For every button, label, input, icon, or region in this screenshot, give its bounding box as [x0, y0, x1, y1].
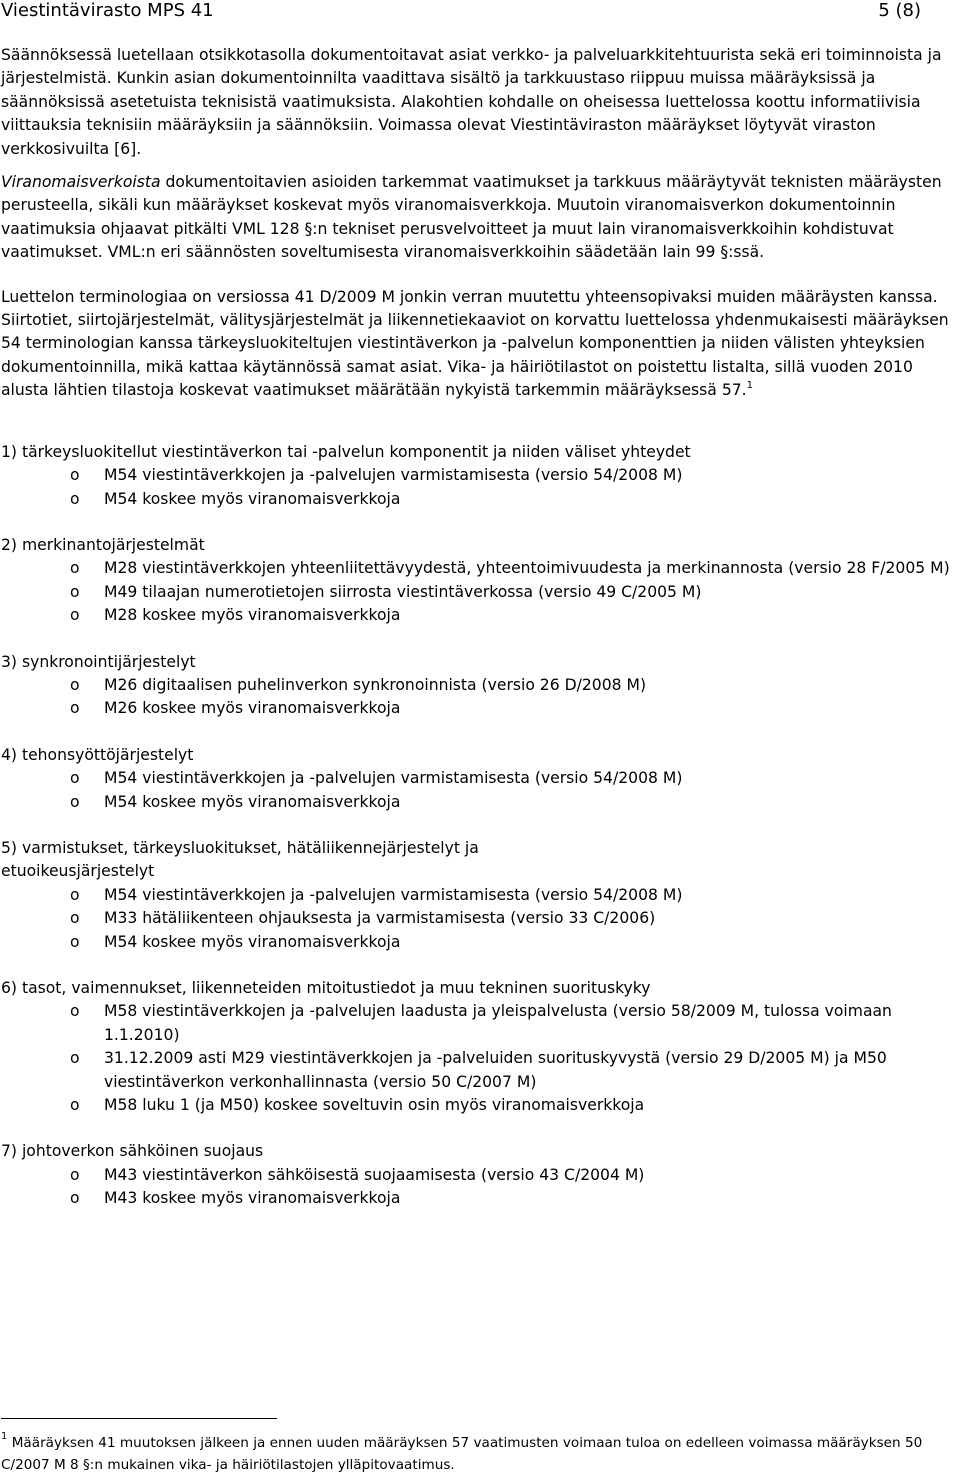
- list-group: [1, 441, 957, 511]
- footnote: [1, 1432, 941, 1476]
- list-group: [1, 651, 957, 721]
- list-item: [1, 557, 957, 580]
- list-item: [1, 907, 957, 930]
- requirement-list: [1, 441, 957, 1211]
- bullet-icon: o: [70, 675, 80, 694]
- list-group: [1, 534, 957, 628]
- paragraph-intro: Säännöksessä luetellaan otsikkotasolla dokumentoitavat asiat verkko- ja palveluarkkitehtuurista sekä eri toiminnoista ja järjestelmistä. Kunkin asian dokumentoinnilta vaadittava sisältö ja tarkkuustaso riippuu muissa määräyksissä ja säännöksissä asetetuista teknisistä vaatimuksista. Alakohtien kohdalle on oheisessa luettelossa koottu informatiivisia viittauksia teknisiin määräyksiin ja säännöksiin. Voimassa olevat Viestintäviraston määräykset löytyvät viraston verkkosivuilta [6].: [1, 46, 942, 158]
- list-item-text: M43 viestintäverkon sähköisestä suojaamisesta (versio 43 C/2004 M): [104, 1165, 645, 1184]
- bullet-icon: o: [70, 792, 80, 811]
- document-page: [1, 0, 957, 1234]
- footnote-number: 1: [1, 1431, 8, 1442]
- bullet-icon: o: [70, 769, 80, 788]
- list-group: [1, 1140, 957, 1210]
- list-item-text: M33 hätäliikenteen ohjauksesta ja varmistamisesta (versio 33 C/2006): [104, 909, 656, 928]
- footnote-divider: [1, 1418, 277, 1419]
- bullet-icon: o: [70, 1165, 80, 1184]
- list-item-text: M43 koskee myös viranomaisverkkoja: [104, 1189, 401, 1208]
- bullet-icon: o: [70, 582, 80, 601]
- paragraph-authority-networks-text: dokumentoitavien asioiden tarkemmat vaatimukset ja tarkkuus määräytyvät teknisten määräysten perusteella, sikäli kun määräykset koskevat myös viranomaisverkkoja. Muutoin viranomaisverkon dokumentoinnin vaatimuksia ohjaavat pitkälti VML 128 §:n tekniset perusvelvoitteet ja muut lain viranomaisverkkoihin kohdistuvat vaatimukset. VML:n eri säännösten soveltumisesta viranomaisverkkoihin säädetään lain 99 §:ssä.: [1, 173, 942, 262]
- body-text: [1, 44, 957, 403]
- list-item-text: M54 koskee myös viranomaisverkkoja: [104, 489, 401, 508]
- list-group: [1, 977, 957, 1117]
- list-item-text: M26 digitaalisen puhelinverkon synkronoinnista (versio 26 D/2008 M): [104, 675, 647, 694]
- list-item-text: M58 viestintäverkkojen ja -palvelujen laadusta ja yleispalvelusta (versio 58/2009 M, tulossa voimaan 1.1.2010): [104, 1002, 892, 1044]
- list-item-text: M49 tilaajan numerotietojen siirrosta viestintäverkossa (versio 49 C/2005 M): [104, 582, 702, 601]
- list-item: [1, 604, 957, 627]
- list-item: [1, 791, 957, 814]
- list-item-text: M54 koskee myös viranomaisverkkoja: [104, 932, 401, 951]
- bullet-icon: o: [70, 606, 80, 625]
- list-item-text: M58 luku 1 (ja M50) koskee soveltuvin osin myös viranomaisverkkoja: [104, 1096, 645, 1115]
- bullet-icon: o: [70, 932, 80, 951]
- list-item: [1, 767, 957, 790]
- list-item-text: M26 koskee myös viranomaisverkkoja: [104, 699, 401, 718]
- list-item: [1, 1094, 957, 1117]
- term-viranomaisverkoista: Viranomaisverkoista: [1, 173, 161, 192]
- page-header: [1, 0, 957, 22]
- list-item-text: 31.12.2009 asti M29 viestintäverkkojen ja -palveluiden suorituskyvystä (versio 29 D/2005 M) ja M50 viestintäverkon verkonhallinnasta (versio 50 C/2007 M): [104, 1049, 887, 1091]
- paragraph-authority-networks: [1, 171, 957, 265]
- list-item: [1, 697, 957, 720]
- list-group-title: 1) tärkeysluokitellut viestintäverkon tai -palvelun komponentit ja niiden väliset yhteydet: [1, 442, 691, 461]
- list-item-text: M28 viestintäverkkojen yhteenliitettävyydestä, yhteentoimivuudesta ja merkinannosta (versio 28 F/2005 M): [104, 559, 950, 578]
- footnote-reference[interactable]: 1: [746, 380, 753, 392]
- list-group: [1, 744, 957, 814]
- list-group-title: 3) synkronointijärjestelyt: [1, 652, 196, 671]
- bullet-icon: o: [70, 699, 80, 718]
- list-group-title: 6) tasot, vaimennukset, liikenneteiden mitoitustiedot ja muu tekninen suorituskyky: [1, 979, 651, 997]
- bullet-icon: o: [70, 1049, 80, 1068]
- list-item: [1, 1187, 957, 1210]
- list-item: [1, 464, 957, 487]
- list-item: [1, 488, 957, 511]
- list-group-title: 2) merkinantojärjestelmät: [1, 535, 205, 554]
- bullet-icon: o: [70, 1189, 80, 1208]
- list-group-title: 5) varmistukset, tärkeysluokitukset, hätäliikennejärjestelyt ja etuoikeusjärjestelyt: [1, 838, 479, 881]
- list-group: [1, 837, 957, 954]
- paragraph-terminology-text: Luettelon terminologiaa on versiossa 41 D/2009 M jonkin verran muutettu yhteensopivaksi muiden määräysten kanssa. Siirtotiet, siirtojärjestelmät, välitysjärjestelmät ja liikennetiekaaviot on korvattu luettelossa yhdenmukaisesti määräyksen 54 terminologian kanssa tärkeysluokiteltujen viestintäverkon ja -palvelun komponenttien ja niiden välisten yhteyksien dokumentoinnilla, mikä kattaa käytännössä samat asiat. Vika- ja häiriötilastot on poistettu listalta, sillä vuoden 2010 alusta lähtien tilastoja koskevat vaatimukset määrätään nykyistä tarkemmin määräyksessä 57.: [1, 287, 949, 400]
- list-item-text: M54 viestintäverkkojen ja -palvelujen varmistamisesta (versio 54/2008 M): [104, 885, 683, 904]
- bullet-icon: o: [70, 466, 80, 485]
- paragraph-terminology: [1, 286, 957, 403]
- bullet-icon: o: [70, 885, 80, 904]
- page-number: 5 (8): [878, 0, 921, 21]
- header-title: Viestintävirasto MPS 41: [1, 0, 214, 21]
- bullet-icon: o: [70, 909, 80, 928]
- list-item-text: M54 viestintäverkkojen ja -palvelujen varmistamisesta (versio 54/2008 M): [104, 769, 683, 788]
- list-item: [1, 1047, 957, 1094]
- list-group-title: 7) johtoverkon sähköinen suojaus: [1, 1142, 264, 1161]
- bullet-icon: o: [70, 1096, 80, 1115]
- list-item: [1, 581, 957, 604]
- list-item: [1, 931, 957, 954]
- footnote-text: Määräyksen 41 muutoksen jälkeen ja ennen uuden määräyksen 57 vaatimusten voimaan tuloa on edelleen voimassa määräyksen 50 C/2007 M 8 §:n mukainen vika- ja häiriötilastojen ylläpitovaatimus.: [1, 1435, 923, 1473]
- list-item: [1, 884, 957, 907]
- list-group-title: 4) tehonsyöttöjärjestelyt: [1, 745, 194, 764]
- list-item: [1, 674, 957, 697]
- list-item: [1, 1164, 957, 1187]
- list-item-text: M28 koskee myös viranomaisverkkoja: [104, 606, 401, 625]
- bullet-icon: o: [70, 489, 80, 508]
- list-item-text: M54 viestintäverkkojen ja -palvelujen varmistamisesta (versio 54/2008 M): [104, 466, 683, 485]
- list-item-text: M54 koskee myös viranomaisverkkoja: [104, 792, 401, 811]
- bullet-icon: o: [70, 559, 80, 578]
- list-item: [1, 1000, 957, 1047]
- bullet-icon: o: [70, 1002, 80, 1021]
